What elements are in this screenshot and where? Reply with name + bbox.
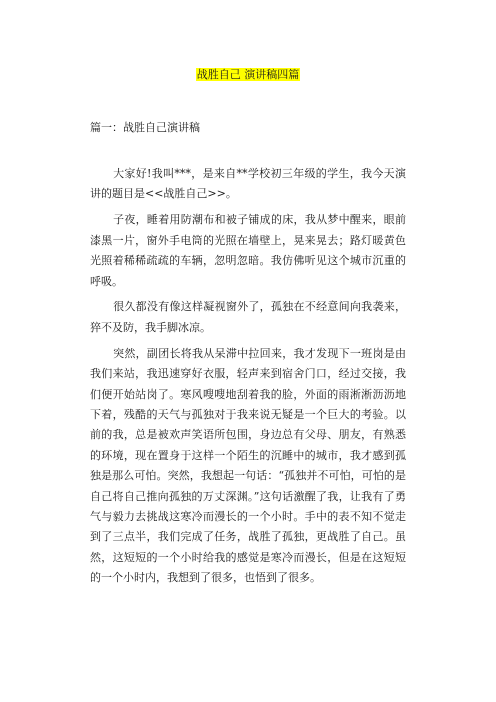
paragraph: 很久都没有像这样凝视窗外了，孤独在不经意间向我袭来，猝不及防，我手脚冰凉。	[90, 300, 406, 334]
paragraph: 大家好!我叫***，是来自**学校初三年级的学生，我今天演讲的题目是<<战胜自己>>。	[90, 167, 406, 201]
section-heading: 篇一：战胜自己演讲稿	[90, 121, 200, 134]
paragraph: 子夜，睡着用防潮布和被子铺成的床，我从梦中醒来，眼前漆黑一片，窗外手电筒的光照在墙壁上，晃来晃去；路灯暖黄色光照着稀稀疏疏的车辆，忽明忽暗。我仿佛听见这个城市沉重的呼吸。	[90, 213, 406, 288]
document-body	[90, 164, 406, 594]
document-title	[0, 68, 496, 82]
paragraph: 突然，副团长将我从呆滞中拉回来，我才发现下一班岗是由我们来站，我迅速穿好衣服，轻声来到宿舍门口，经过交接，我们便开始站岗了。寒风嗖嗖地刮着我的脸，外面的雨淅淅沥沥地下着，残酷的天气与孤独对于我来说无疑是一个巨大的考验。以前的我，总是被欢声笑语所包围，身边总有父母、朋友，有熟悉的环境，现在置身于这样一个陌生的沉睡中的城市，我才感到孤独是那么可怕。突然，我想起一句话：“孤独并不可怕，可怕的是自己将自己推向孤独的万丈深渊。”这句话激醒了我，让我有了勇气与毅力去挑战这寒冷而漫长的一个小时。手中的表不知不觉走到了三点半，我们完成了任务，战胜了孤独，更战胜了自己。虽然，这短短的一个小时给我的感觉是寒冷而漫长，但是在这短短的一个小时内，我想到了很多，也悟到了很多。	[90, 346, 406, 585]
document-title-text: 战胜自己 演讲稿四篇	[196, 68, 300, 81]
